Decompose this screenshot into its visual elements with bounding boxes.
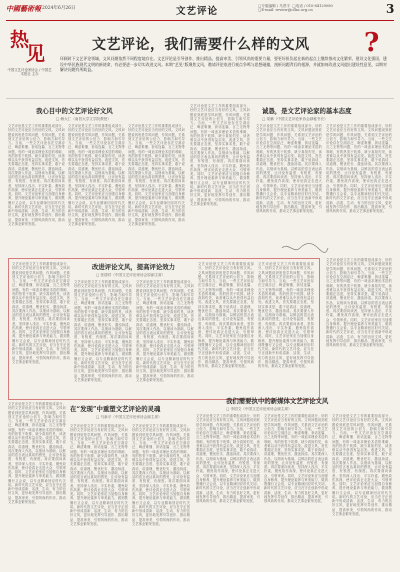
article-title-5: 在“发现”中重塑文艺评论的灵魂	[70, 405, 161, 413]
article-body-2b: 文艺评论是文艺工作的重要组成部分，好的文艺评论应当有好的文风。文风问题说到底是学风问题、作风问题，关系到文艺评论的公信力、影响力和引导力。当前，一些文艺评论存在空洞浮泛、晦涩难懂、套话连篇、言之无物等问题，有的一味追求理论术语的堆砌，有的热衷于吹捧，缺少真知灼见，读者难以从中获得有益启发。改进文风，首先要端正态度，坚持实事求是，敢于说真话、讲道理，褒优贬劣、激浊扬清。其次要深入作品，以细读为基础，以鲜活的语言表达真切的感受，让评论有温度、有锐度、有深度。再次要面向读者，坚持深入浅出、平实朴素，避免故作高深，使评论真正走进大众、引领审美。同时，文艺评论家应当加强自身修养，提升理论素养与审美能力，做到既懂行又会说，以专业精神回应时代关切。新时代的文艺评论，应当在守正创新中形成清新、活泼、生动、有力的良好文风，更好地发挥引导创作、推出精品、提高审美、引领风尚的作用，推动文艺事业繁荣发展。	[326, 124, 392, 213]
article-body-4c: 文艺评论是文艺工作的重要组成部分，好的文艺评论应当有好的文风。文风问题说到底是学风问题、作风问题，关系到文艺评论的公信力、影响力和引导力。当前，一些文艺评论存在空洞浮泛、晦涩难懂、套话连篇、言之无物等问题，有的一味追求理论术语的堆砌，有的热衷于吹捧，缺少真知灼见，读者难以从中获得有益启发。改进文风，首先要端正态度，坚持实事求是，敢于说真话、讲道理，褒优贬劣、激浊扬清。其次要深入作品，以细读为基础，以鲜活的语言表达真切的感受，让评论有温度、有锐度、有深度。再次要面向读者，坚持深入浅出、平实朴素，避免故作高深，使评论真正走进大众、引领审美。同时，文艺评论家应当加强自身修养，提升理论素养与审美能力，做到既懂行又会说，以专业精神回应时代关切。新时代的文艺评论，应当在守正创新中形成清新、活泼、生动、有力的良好文风，更好地发挥引导创作、推出精品、提高审美、引领风尚的作用，推动文艺事业繁荣发展。	[332, 414, 392, 516]
contact-phone: □电话 / 010-84129080	[292, 4, 333, 8]
column-banner	[6, 30, 53, 88]
article-body-2a: 文艺评论是文艺工作的重要组成部分，好的文艺评论应当有好的文风。文风问题说到底是学风问题、作风问题，关系到文艺评论的公信力、影响力和引导力。当前，一些文艺评论存在空洞浮泛、晦涩难懂、套话连篇、言之无物等问题，有的一味追求理论术语的堆砌，有的热衷于吹捧，缺少真知灼见，读者难以从中获得有益启发。改进文风，首先要端正态度，坚持实事求是，敢于说真话、讲道理，褒优贬劣、激浊扬清。其次要深入作品，以细读为基础，以鲜活的语言表达真切的感受，让评论有温度、有锐度、有深度。再次要面向读者，坚持深入浅出、平实朴素，避免故作高深，使评论真正走进大众、引领审美。同时，文艺评论家应当加强自身修养，提升理论素养与审美能力，做到既懂行又会说，以专业精神回应时代关切。新时代的文艺评论，应当在守正创新中形成清新、活泼、生动、有力的良好文风，更好地发挥引导创作、推出精品、提高审美、引领风尚的作用，推动文艺事业繁荣发展。	[256, 124, 322, 213]
article-body-5a: 文艺评论是文艺工作的重要组成部分，好的文艺评论应当有好的文风。文风问题说到底是学风问题、作风问题，关系到文艺评论的公信力、影响力和引导力。当前，一些文艺评论存在空洞浮泛、晦涩难懂、套话连篇、言之无物等问题，有的一味追求理论术语的堆砌，有的热衷于吹捧，缺少真知灼见，读者难以从中获得有益启发。改进文风，首先要端正态度，坚持实事求是，敢于说真话、讲道理，褒优贬劣、激浊扬清。其次要深入作品，以细读为基础，以鲜活的语言表达真切的感受，让评论有温度、有锐度、有深度。再次要面向读者，坚持深入浅出、平实朴素，避免故作高深，使评论真正走进大众、引领审美。同时，文艺评论家应当加强自身修养，提升理论素养与审美能力，做到既懂行又会说，以专业精神回应时代关切。新时代的文艺评论，应当在守正创新中形成清新、活泼、生动、有力的良好文风，更好地发挥引导创作、推出精品、提高审美、引领风尚的作用，推动文艺事业繁荣发展。	[70, 424, 128, 526]
article-body-2c: 文艺评论是文艺工作的重要组成部分，好的文艺评论应当有好的文风。文风问题说到底是学风问题、作风问题，关系到文艺评论的公信力、影响力和引导力。当前，一些文艺评论存在空洞浮泛、晦涩难懂、套话连篇、言之无物等问题，有的一味追求理论术语的堆砌，有的热衷于吹捧，缺少真知灼见，读者难以从中获得有益启发。改进文风，首先要端正态度，坚持实事求是，敢于说真话、讲道理，褒优贬劣、激浊扬清。其次要深入作品，以细读为基础，以鲜活的语言表达真切的感受，让评论有温度、有锐度、有深度。再次要面向读者，坚持深入浅出、平实朴素，避免故作高深，使评论真正走进大众、引领审美。同时，文艺评论家应当加强自身修养，提升理论素养与审美能力，做到既懂行又会说，以专业精神回应时代关切。新时代的文艺评论，应当在守正创新中形成清新、活泼、生动、有力的良好文风，更好地发挥引导创作、推出精品、提高审美、引领风尚的作用，推动文艺事业繁荣发展。	[326, 258, 392, 347]
contact-email: □E-mail: review@cflac.org.cn	[258, 8, 313, 13]
intro-paragraph: 环顾时下文艺评论领域，文风问题依然不同程度地存在。文艺评论是引导创作、推出精品、提高审美、引领风尚的重要力量，要更好担负起在新的起点上继续推动文化繁荣、建设文化强国、建设中华民族现代文明的新使命，有必要进一步切实改进文风。本期“艺见”版聚焦文风，邀请评论家进行观点争鸣与思想碰撞，剖析问题背后的根源，并就如何改进文风提出建设性意见，以期对解决问题有所助益。	[60, 56, 387, 73]
masthead-rule	[6, 20, 394, 21]
article-byline-3: □ 张德祥（中国文艺评论家协会原副主席）	[96, 273, 166, 277]
page-number: 3	[386, 2, 395, 16]
question-mark-icon: ?	[364, 28, 380, 58]
article-body-mid: 文艺评论是文艺工作的重要组成部分，好的文艺评论应当有好的文风。文风问题说到底是学风问题、作风问题，关系到文艺评论的公信力、影响力和引导力。当前，一些文艺评论存在空洞浮泛、晦涩难懂、套话连篇、言之无物等问题，有的一味追求理论术语的堆砌，有的热衷于吹捧，缺少真知灼见，读者难以从中获得有益启发。改进文风，首先要端正态度，坚持实事求是，敢于说真话、讲道理，褒优贬劣、激浊扬清。其次要深入作品，以细读为基础，以鲜活的语言表达真切的感受，让评论有温度、有锐度、有深度。再次要面向读者，坚持深入浅出、平实朴素，避免故作高深，使评论真正走进大众、引领审美。同时，文艺评论家应当加强自身修养，提升理论素养与审美能力，做到既懂行又会说，以专业精神回应时代关切。新时代的文艺评论，应当在守正创新中形成清新、活泼、生动、有力的良好文风，更好地发挥引导创作、推出精品、提高审美、引领风尚的作用，推动文艺事业繁荣发展。	[190, 104, 250, 206]
issue-date: 2024年6月26日	[42, 6, 76, 11]
article-body-1b: 文艺评论是文艺工作的重要组成部分，好的文艺评论应当有好的文风。文风问题说到底是学风问题、作风问题，关系到文艺评论的公信力、影响力和引导力。当前，一些文艺评论存在空洞浮泛、晦涩难懂、套话连篇、言之无物等问题，有的一味追求理论术语的堆砌，有的热衷于吹捧，缺少真知灼见，读者难以从中获得有益启发。改进文风，首先要端正态度，坚持实事求是，敢于说真话、讲道理，褒优贬劣、激浊扬清。其次要深入作品，以细读为基础，以鲜活的语言表达真切的感受，让评论有温度、有锐度、有深度。再次要面向读者，坚持深入浅出、平实朴素，避免故作高深，使评论真正走进大众、引领审美。同时，文艺评论家应当加强自身修养，提升理论素养与审美能力，做到既懂行又会说，以专业精神回应时代关切。新时代的文艺评论，应当在守正创新中形成清新、活泼、生动、有力的良好文风，更好地发挥引导创作、推出精品、提高审美、引领风尚的作用，推动文艺事业繁荣发展。	[68, 124, 125, 226]
article-body-4a: 文艺评论是文艺工作的重要组成部分，好的文艺评论应当有好的文风。文风问题说到底是学风问题、作风问题，关系到文艺评论的公信力、影响力和引导力。当前，一些文艺评论存在空洞浮泛、晦涩难懂、套话连篇、言之无物等问题，有的一味追求理论术语的堆砌，有的热衷于吹捧，缺少真知灼见，读者难以从中获得有益启发。改进文风，首先要端正态度，坚持实事求是，敢于说真话、讲道理，褒优贬劣、激浊扬清。其次要深入作品，以细读为基础，以鲜活的语言表达真切的感受，让评论有温度、有锐度、有深度。再次要面向读者，坚持深入浅出、平实朴素，避免故作高深，使评论真正走进大众、引领审美。同时，文艺评论家应当加强自身修养，提升理论素养与审美能力，做到既懂行又会说，以专业精神回应时代关切。新时代的文艺评论，应当在守正创新中形成清新、活泼、生动、有力的良好文风，更好地发挥引导创作、推出精品、提高审美、引领风尚的作用，推动文艺事业繁荣发展。	[196, 414, 260, 503]
article-body-4b: 文艺评论是文艺工作的重要组成部分，好的文艺评论应当有好的文风。文风问题说到底是学风问题、作风问题，关系到文艺评论的公信力、影响力和引导力。当前，一些文艺评论存在空洞浮泛、晦涩难懂、套话连篇、言之无物等问题，有的一味追求理论术语的堆砌，有的热衷于吹捧，缺少真知灼见，读者难以从中获得有益启发。改进文风，首先要端正态度，坚持实事求是，敢于说真话、讲道理，褒优贬劣、激浊扬清。其次要深入作品，以细读为基础，以鲜活的语言表达真切的感受，让评论有温度、有锐度、有深度。再次要面向读者，坚持深入浅出、平实朴素，避免故作高深，使评论真正走进大众、引领审美。同时，文艺评论家应当加强自身修养，提升理论素养与审美能力，做到既懂行又会说，以专业精神回应时代关切。新时代的文艺评论，应当在守正创新中形成清新、活泼、生动、有力的良好文风，更好地发挥引导创作、推出精品、提高审美、引领风尚的作用，推动文艺事业繁荣发展。	[264, 414, 328, 503]
article-byline-5: □ 马新平（中国文艺评论家协会副主席）	[96, 415, 162, 419]
main-title: 文艺评论，我们需要什么样的文风	[92, 37, 310, 53]
article-title-1: 我心目中的文艺评论好文风	[36, 107, 113, 115]
editor-contacts	[258, 4, 378, 13]
masthead	[6, 4, 394, 18]
article-body-3a: 文艺评论是文艺工作的重要组成部分，好的文艺评论应当有好的文风。文风问题说到底是学风问题、作风问题，关系到文艺评论的公信力、影响力和引导力。当前，一些文艺评论存在空洞浮泛、晦涩难懂、套话连篇、言之无物等问题，有的一味追求理论术语的堆砌，有的热衷于吹捧，缺少真知灼见，读者难以从中获得有益启发。改进文风，首先要端正态度，坚持实事求是，敢于说真话、讲道理，褒优贬劣、激浊扬清。其次要深入作品，以细读为基础，以鲜活的语言表达真切的感受，让评论有温度、有锐度、有深度。再次要面向读者，坚持深入浅出、平实朴素，避免故作高深，使评论真正走进大众、引领审美。同时，文艺评论家应当加强自身修养，提升理论素养与审美能力，做到既懂行又会说，以专业精神回应时代关切。新时代的文艺评论，应当在守正创新中形成清新、活泼、生动、有力的良好文风，更好地发挥引导创作、推出精品、提高审美、引领风尚的作用，推动文艺事业繁荣发展。	[12, 262, 70, 364]
contact-editor: □专版编辑 / 马景宇	[258, 4, 291, 8]
article-body-1d: 文艺评论是文艺工作的重要组成部分，好的文艺评论应当有好的文风。文风问题说到底是学风问题、作风问题，关系到文艺评论的公信力、影响力和引导力。当前，一些文艺评论存在空洞浮泛、晦涩难懂、套话连篇、言之无物等问题，有的一味追求理论术语的堆砌，有的热衷于吹捧，缺少真知灼见，读者难以从中获得有益启发。改进文风，首先要端正态度，坚持实事求是，敢于说真话、讲道理，褒优贬劣、激浊扬清。其次要深入作品，以细读为基础，以鲜活的语言表达真切的感受，让评论有温度、有锐度、有深度。再次要面向读者，坚持深入浅出、平实朴素，避免故作高深，使评论真正走进大众、引领审美。同时，文艺评论家应当加强自身修养，提升理论素养与审美能力，做到既懂行又会说，以专业精神回应时代关切。新时代的文艺评论，应当在守正创新中形成清新、活泼、生动、有力的良好文风，更好地发挥引导创作、推出精品、提高审美、引领风尚的作用，推动文艺事业繁荣发展。	[8, 402, 66, 504]
newspaper-logo: 中國藝術報	[6, 4, 41, 13]
article-title-4: 我们需要执中的新媒体文艺评论文风	[226, 397, 329, 405]
column-banner-char-2: 见	[26, 43, 46, 65]
article-body-1a: 文艺评论是文艺工作的重要组成部分，好的文艺评论应当有好的文风。文风问题说到底是学风问题、作风问题，关系到文艺评论的公信力、影响力和引导力。当前，一些文艺评论存在空洞浮泛、晦涩难懂、套话连篇、言之无物等问题，有的一味追求理论术语的堆砌，有的热衷于吹捧，缺少真知灼见，读者难以从中获得有益启发。改进文风，首先要端正态度，坚持实事求是，敢于说真话、讲道理，褒优贬劣、激浊扬清。其次要深入作品，以细读为基础，以鲜活的语言表达真切的感受，让评论有温度、有锐度、有深度。再次要面向读者，坚持深入浅出、平实朴素，避免故作高深，使评论真正走进大众、引领审美。同时，文艺评论家应当加强自身修养，提升理论素养与审美能力，做到既懂行又会说，以专业精神回应时代关切。新时代的文艺评论，应当在守正创新中形成清新、活泼、生动、有力的良好文风，更好地发挥引导创作、推出精品、提高审美、引领风尚的作用，推动文艺事业繁荣发展。	[8, 124, 65, 226]
article-title-2: 诚恳，是文艺评论家的基本态度	[262, 107, 352, 115]
section-title: 文艺评论	[176, 6, 219, 17]
article-byline-2: □ 梁鹏（中国文艺评论家协会副秘书长）	[262, 117, 328, 121]
column-banner-subtitle: 中国文艺评论家协会 / 中国艺术报社 主办	[7, 68, 52, 77]
intro-divider	[6, 98, 394, 99]
column-banner-char-1: 热	[10, 29, 30, 51]
article-body-3c: 文艺评论是文艺工作的重要组成部分，好的文艺评论应当有好的文风。文风问题说到底是学风问题、作风问题，关系到文艺评论的公信力、影响力和引导力。当前，一些文艺评论存在空洞浮泛、晦涩难懂、套话连篇、言之无物等问题，有的一味追求理论术语的堆砌，有的热衷于吹捧，缺少真知灼见，读者难以从中获得有益启发。改进文风，首先要端正态度，坚持实事求是，敢于说真话、讲道理，褒优贬劣、激浊扬清。其次要深入作品，以细读为基础，以鲜活的语言表达真切的感受，让评论有温度、有锐度、有深度。再次要面向读者，坚持深入浅出、平实朴素，避免故作高深，使评论真正走进大众、引领审美。同时，文艺评论家应当加强自身修养，提升理论素养与审美能力，做到既懂行又会说，以专业精神回应时代关切。新时代的文艺评论，应当在守正创新中形成清新、活泼、生动、有力的良好文风，更好地发挥引导创作、推出精品、提高审美、引领风尚的作用，推动文艺事业繁荣发展。	[136, 280, 194, 382]
article-body-3e: 文艺评论是文艺工作的重要组成部分，好的文艺评论应当有好的文风。文风问题说到底是学风问题、作风问题，关系到文艺评论的公信力、影响力和引导力。当前，一些文艺评论存在空洞浮泛、晦涩难懂、套话连篇、言之无物等问题，有的一味追求理论术语的堆砌，有的热衷于吹捧，缺少真知灼见，读者难以从中获得有益启发。改进文风，首先要端正态度，坚持实事求是，敢于说真话、讲道理，褒优贬劣、激浊扬清。其次要深入作品，以细读为基础，以鲜活的语言表达真切的感受，让评论有温度、有锐度、有深度。再次要面向读者，坚持深入浅出、平实朴素，避免故作高深，使评论真正走进大众、引领审美。同时，文艺评论家应当加强自身修养，提升理论素养与审美能力，做到既懂行又会说，以专业精神回应时代关切。新时代的文艺评论，应当在守正创新中形成清新、活泼、生动、有力的良好文风，更好地发挥引导创作、推出精品、提高审美、引领风尚的作用，推动文艺事业繁荣发展。	[258, 262, 314, 368]
decorative-squiggle-icon	[280, 242, 330, 254]
article-title-3: 改进评论文风，提高评论效力	[92, 263, 176, 271]
article-body-1c: 文艺评论是文艺工作的重要组成部分，好的文艺评论应当有好的文风。文风问题说到底是学风问题、作风问题，关系到文艺评论的公信力、影响力和引导力。当前，一些文艺评论存在空洞浮泛、晦涩难懂、套话连篇、言之无物等问题，有的一味追求理论术语的堆砌，有的热衷于吹捧，缺少真知灼见，读者难以从中获得有益启发。改进文风，首先要端正态度，坚持实事求是，敢于说真话、讲道理，褒优贬劣、激浊扬清。其次要深入作品，以细读为基础，以鲜活的语言表达真切的感受，让评论有温度、有锐度、有深度。再次要面向读者，坚持深入浅出、平实朴素，避免故作高深，使评论真正走进大众、引领审美。同时，文艺评论家应当加强自身修养，提升理论素养与审美能力，做到既懂行又会说，以专业精神回应时代关切。新时代的文艺评论，应当在守正创新中形成清新、活泼、生动、有力的良好文风，更好地发挥引导创作、推出精品、提高审美、引领风尚的作用，推动文艺事业繁荣发展。	[128, 124, 185, 226]
article-byline-1: □ 赖大仁（南昌大学文学院教授）	[56, 117, 111, 121]
article-byline-4: □ 李国文（中国文艺评论家协会副主席）	[226, 407, 292, 411]
article-body-5b: 文艺评论是文艺工作的重要组成部分，好的文艺评论应当有好的文风。文风问题说到底是学风问题、作风问题，关系到文艺评论的公信力、影响力和引导力。当前，一些文艺评论存在空洞浮泛、晦涩难懂、套话连篇、言之无物等问题，有的一味追求理论术语的堆砌，有的热衷于吹捧，缺少真知灼见，读者难以从中获得有益启发。改进文风，首先要端正态度，坚持实事求是，敢于说真话、讲道理，褒优贬劣、激浊扬清。其次要深入作品，以细读为基础，以鲜活的语言表达真切的感受，让评论有温度、有锐度、有深度。再次要面向读者，坚持深入浅出、平实朴素，避免故作高深，使评论真正走进大众、引领审美。同时，文艺评论家应当加强自身修养，提升理论素养与审美能力，做到既懂行又会说，以专业精神回应时代关切。新时代的文艺评论，应当在守正创新中形成清新、活泼、生动、有力的良好文风，更好地发挥引导创作、推出精品、提高审美、引领风尚的作用，推动文艺事业繁荣发展。	[132, 424, 190, 526]
article-body-3d: 文艺评论是文艺工作的重要组成部分，好的文艺评论应当有好的文风。文风问题说到底是学风问题、作风问题，关系到文艺评论的公信力、影响力和引导力。当前，一些文艺评论存在空洞浮泛、晦涩难懂、套话连篇、言之无物等问题，有的一味追求理论术语的堆砌，有的热衷于吹捧，缺少真知灼见，读者难以从中获得有益启发。改进文风，首先要端正态度，坚持实事求是，敢于说真话、讲道理，褒优贬劣、激浊扬清。其次要深入作品，以细读为基础，以鲜活的语言表达真切的感受，让评论有温度、有锐度、有深度。再次要面向读者，坚持深入浅出、平实朴素，避免故作高深，使评论真正走进大众、引领审美。同时，文艺评论家应当加强自身修养，提升理论素养与审美能力，做到既懂行又会说，以专业精神回应时代关切。新时代的文艺评论，应当在守正创新中形成清新、活泼、生动、有力的良好文风，更好地发挥引导创作、推出精品、提高审美、引领风尚的作用，推动文艺事业繁荣发展。	[198, 262, 254, 368]
article-body-3b: 文艺评论是文艺工作的重要组成部分，好的文艺评论应当有好的文风。文风问题说到底是学风问题、作风问题，关系到文艺评论的公信力、影响力和引导力。当前，一些文艺评论存在空洞浮泛、晦涩难懂、套话连篇、言之无物等问题，有的一味追求理论术语的堆砌，有的热衷于吹捧，缺少真知灼见，读者难以从中获得有益启发。改进文风，首先要端正态度，坚持实事求是，敢于说真话、讲道理，褒优贬劣、激浊扬清。其次要深入作品，以细读为基础，以鲜活的语言表达真切的感受，让评论有温度、有锐度、有深度。再次要面向读者，坚持深入浅出、平实朴素，避免故作高深，使评论真正走进大众、引领审美。同时，文艺评论家应当加强自身修养，提升理论素养与审美能力，做到既懂行又会说，以专业精神回应时代关切。新时代的文艺评论，应当在守正创新中形成清新、活泼、生动、有力的良好文风，更好地发挥引导创作、推出精品、提高审美、引领风尚的作用，推动文艺事业繁荣发展。	[74, 280, 132, 382]
